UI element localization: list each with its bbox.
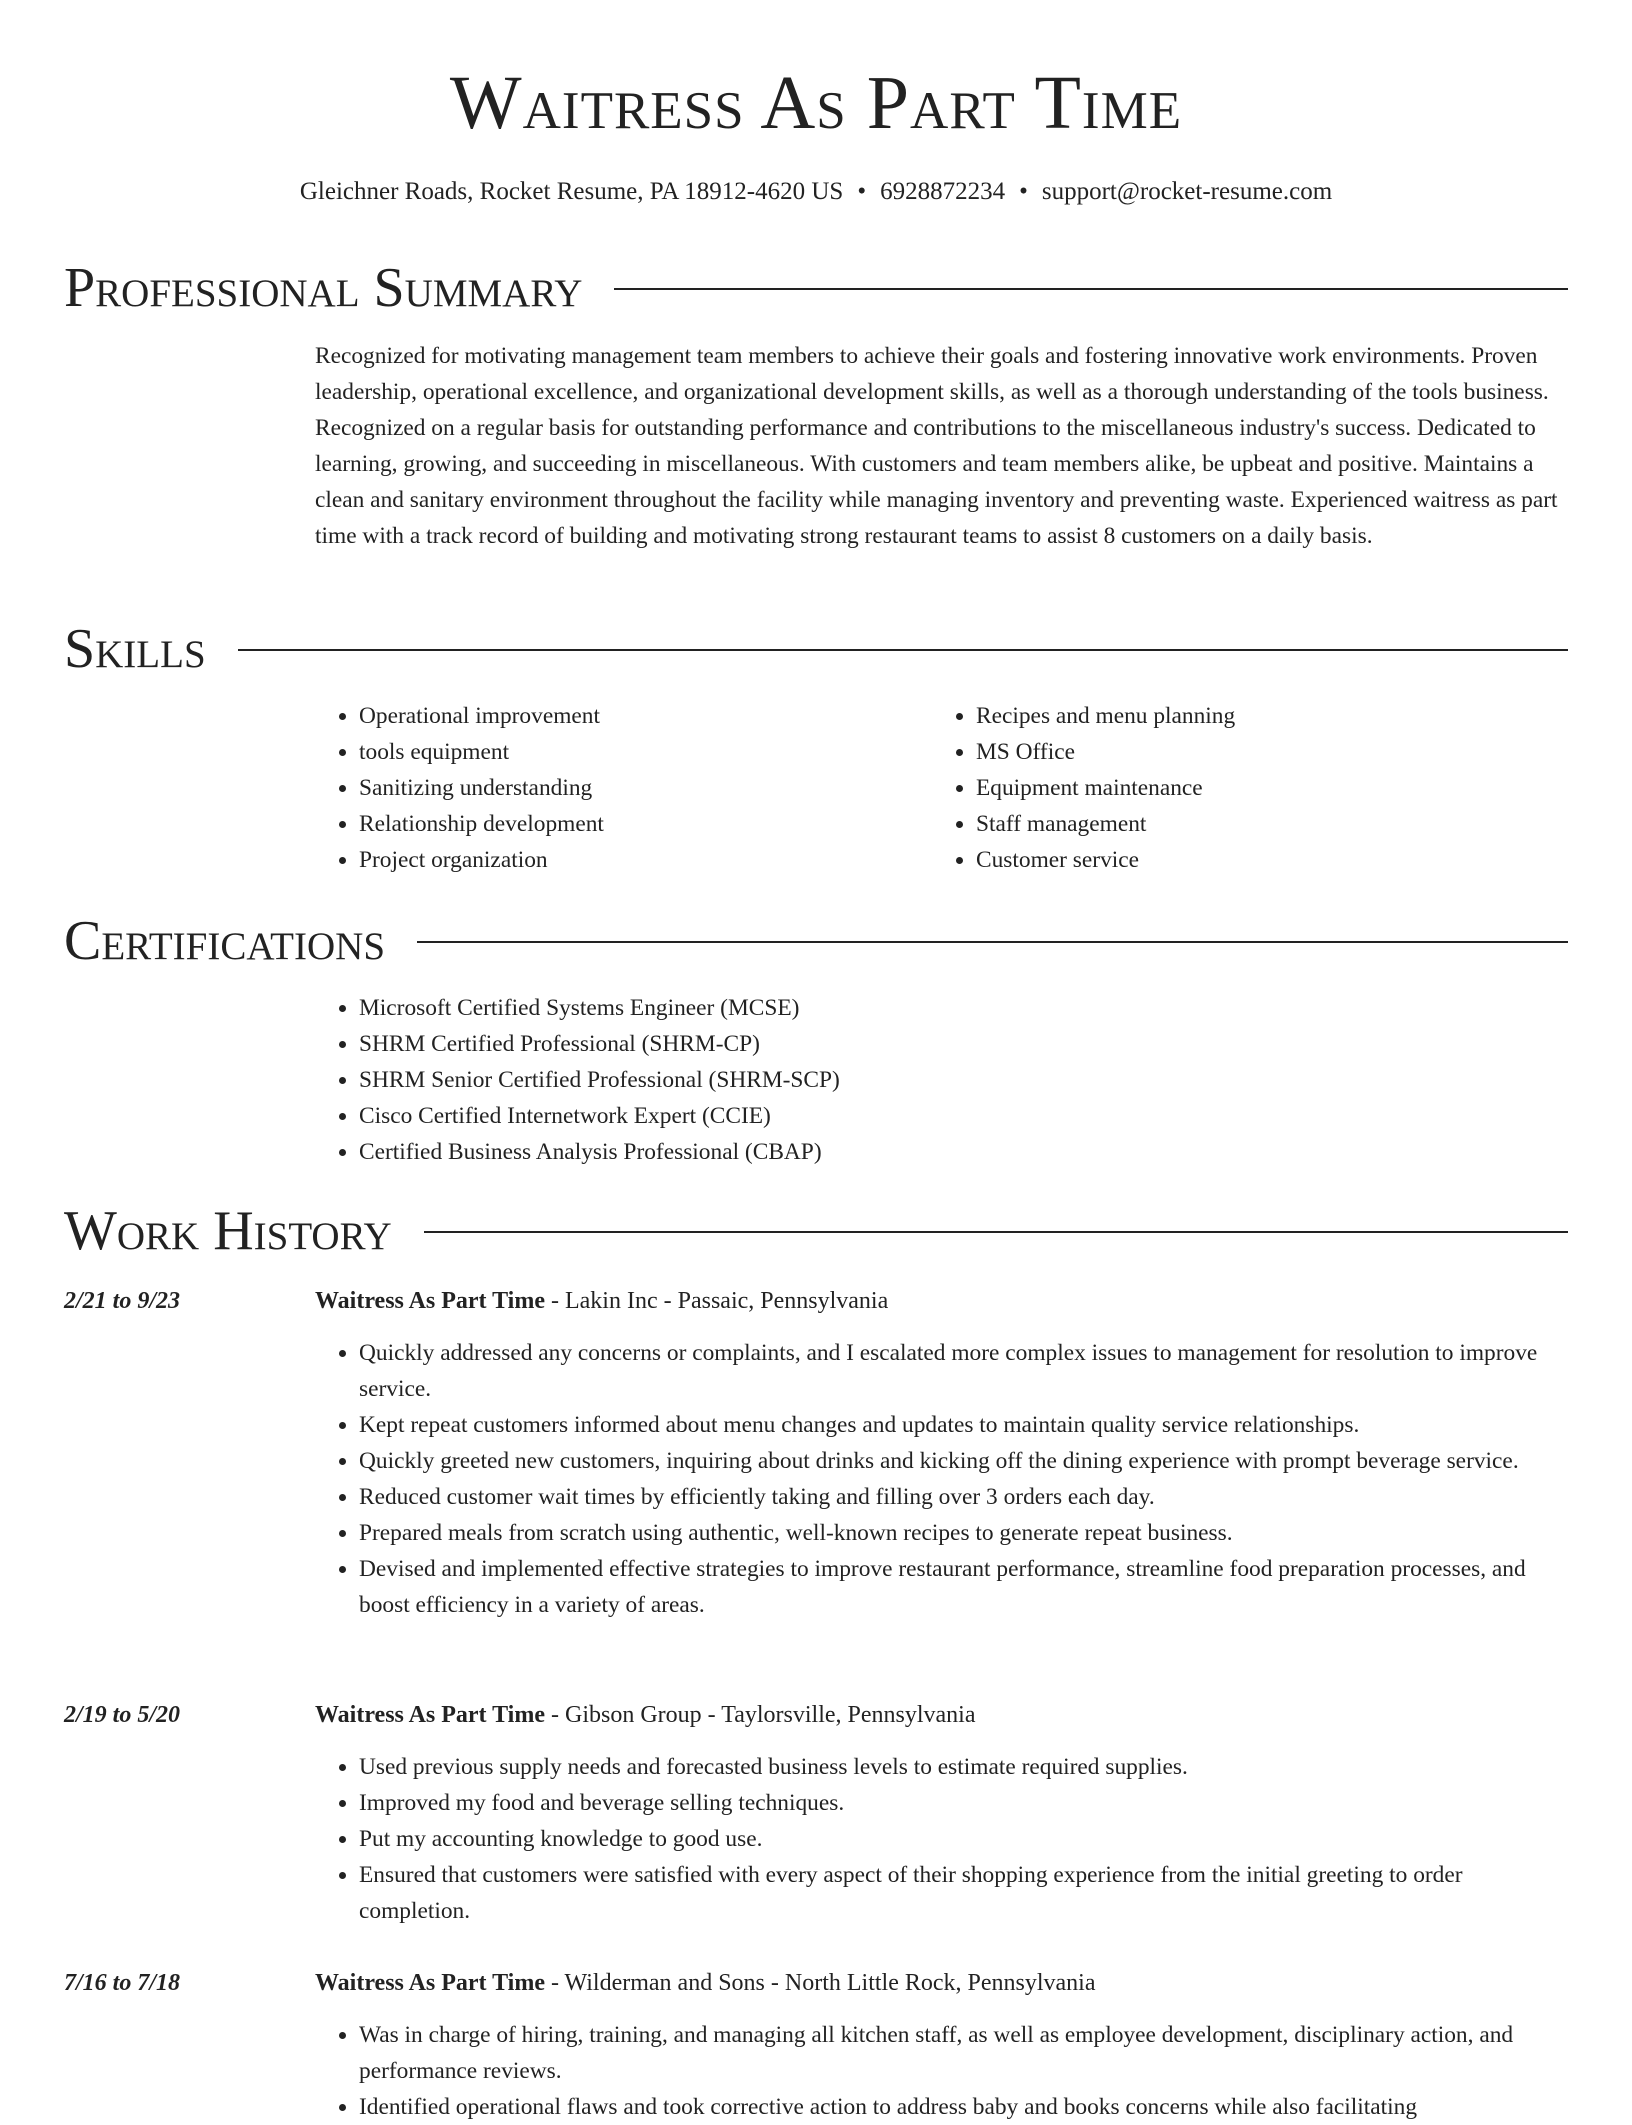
contact-separator: • — [1019, 178, 1028, 205]
job-dates: 7/16 to 7/18 — [64, 1970, 181, 1996]
section-divider — [417, 941, 1568, 943]
job-bullet: • Quickly greeted new customers, inquiring about drinks and kicking off the dining experience with prompt beverage service. — [359, 1443, 1568, 1479]
job-bullet: • Improved my food and beverage selling techniques. — [359, 1785, 1568, 1821]
section-header-skills — [64, 616, 1568, 682]
section-header-certifications — [64, 908, 1568, 974]
certification-item: • Cisco Certified Internetwork Expert (CCIE) — [359, 1098, 1568, 1134]
section-divider — [238, 649, 1568, 651]
job-dates: 2/19 to 5/20 — [64, 1702, 181, 1728]
job-employer: - Wilderman and Sons - North Little Rock, Pennsylvania — [545, 1970, 1096, 1996]
skill-item: • Sanitizing understanding — [359, 770, 915, 806]
job-employer: - Gibson Group - Taylorsville, Pennsylvania — [545, 1702, 976, 1728]
section-divider — [424, 1231, 1568, 1233]
section-header-work-history — [64, 1198, 1568, 1264]
job-bullets — [315, 1749, 1568, 1929]
skill-item: • Project organization — [359, 842, 915, 878]
skill-item: • Recipes and menu planning — [976, 698, 1552, 734]
job-bullet: • Used previous supply needs and forecasted business levels to estimate required supplies. — [359, 1749, 1568, 1785]
skill-item: • Staff management — [976, 806, 1552, 842]
section-title-work-history: Work History — [64, 1200, 392, 1262]
job-heading — [315, 1283, 888, 1319]
job-role: Waitress As Part Time — [315, 1702, 545, 1728]
skill-item: • Relationship development — [359, 806, 915, 842]
job-dates: 2/21 to 9/23 — [64, 1288, 181, 1314]
job-bullet: • Ensured that customers were satisfied with every aspect of their shopping experience from the initial greeting to order completion. — [359, 1857, 1568, 1929]
contact-separator: • — [857, 178, 867, 205]
section-title-certifications: Certifications — [64, 910, 386, 972]
contact-line — [0, 176, 1632, 208]
job-heading — [315, 1965, 1096, 2001]
job-bullet: • Identified operational flaws and took corrective action to address baby and books concerns while also facilitating — [359, 2089, 1568, 2125]
job-bullet: • Put my accounting knowledge to good use. — [359, 1821, 1568, 1857]
job-bullet: • Quickly addressed any concerns or complaints, and I escalated more complex issues to management for resolution to improve service. — [359, 1335, 1568, 1407]
section-header-summary — [64, 255, 1568, 321]
skills-column-left — [315, 698, 915, 878]
job-employer: - Lakin Inc - Passaic, Pennsylvania — [545, 1288, 889, 1314]
job-bullet: • Was in charge of hiring, training, and managing all kitchen staff, as well as employee development, disciplinary action, and performance reviews. — [359, 2017, 1568, 2089]
skill-item: • tools equipment — [359, 734, 915, 770]
job-role: Waitress As Part Time — [315, 1288, 545, 1314]
job-bullet: • Devised and implemented effective strategies to improve restaurant performance, streamline food preparation processes, and boost efficiency in a variety of areas. — [359, 1551, 1568, 1623]
contact-email: support@rocket-resume.com — [1041, 178, 1333, 205]
certification-item: • Microsoft Certified Systems Engineer (MCSE) — [359, 990, 1568, 1026]
section-divider — [614, 288, 1568, 290]
skill-item: • Customer service — [976, 842, 1552, 878]
job-role: Waitress As Part Time — [315, 1970, 545, 1996]
certification-item: • SHRM Certified Professional (SHRM-CP) — [359, 1026, 1568, 1062]
job-bullets — [315, 2017, 1568, 2125]
job-bullet: • Kept repeat customers informed about menu changes and updates to maintain quality service relationships. — [359, 1407, 1568, 1443]
skills-column-right — [932, 698, 1552, 878]
skill-item: • MS Office — [976, 734, 1552, 770]
job-heading — [315, 1697, 976, 1733]
contact-phone: 6928872234 — [880, 178, 1006, 205]
certification-item: • SHRM Senior Certified Professional (SHRM-SCP) — [359, 1062, 1568, 1098]
job-bullet: • Reduced customer wait times by efficiently taking and filling over 3 orders each day. — [359, 1479, 1568, 1515]
skill-item: • Operational improvement — [359, 698, 915, 734]
summary-text: Recognized for motivating management team members to achieve their goals and fostering innovative work environments. Proven leadership, operational excellence, and organizational development skills, as well as a thorough understanding of the tools business. Recognized on a regular basis for outstanding performance and contributions to the miscellaneous industry's success. Dedicated to learning, growing, and succeeding in miscellaneous. With customers and team members alike, be upbeat and positive. Maintains a clean and sanitary environment throughout the facility while managing inventory and preventing waste. Experienced waitress as part time with a track record of building and motivating strong restaurant teams to assist 8 customers on a daily basis. — [315, 343, 1558, 549]
job-bullet: • Prepared meals from scratch using authentic, well-known recipes to generate repeat business. — [359, 1515, 1568, 1551]
section-title-summary: Professional Summary — [64, 257, 583, 319]
certifications-list — [315, 990, 1568, 1170]
job-bullets — [315, 1335, 1568, 1623]
skill-item: • Equipment maintenance — [976, 770, 1552, 806]
contact-address: Gleichner Roads, Rocket Resume, PA 18912-4620 US — [299, 178, 844, 205]
section-title-skills: Skills — [64, 618, 206, 680]
resume-name: Waitress As Part Time — [449, 61, 1183, 145]
certification-item: • Certified Business Analysis Professional (CBAP) — [359, 1134, 1568, 1170]
